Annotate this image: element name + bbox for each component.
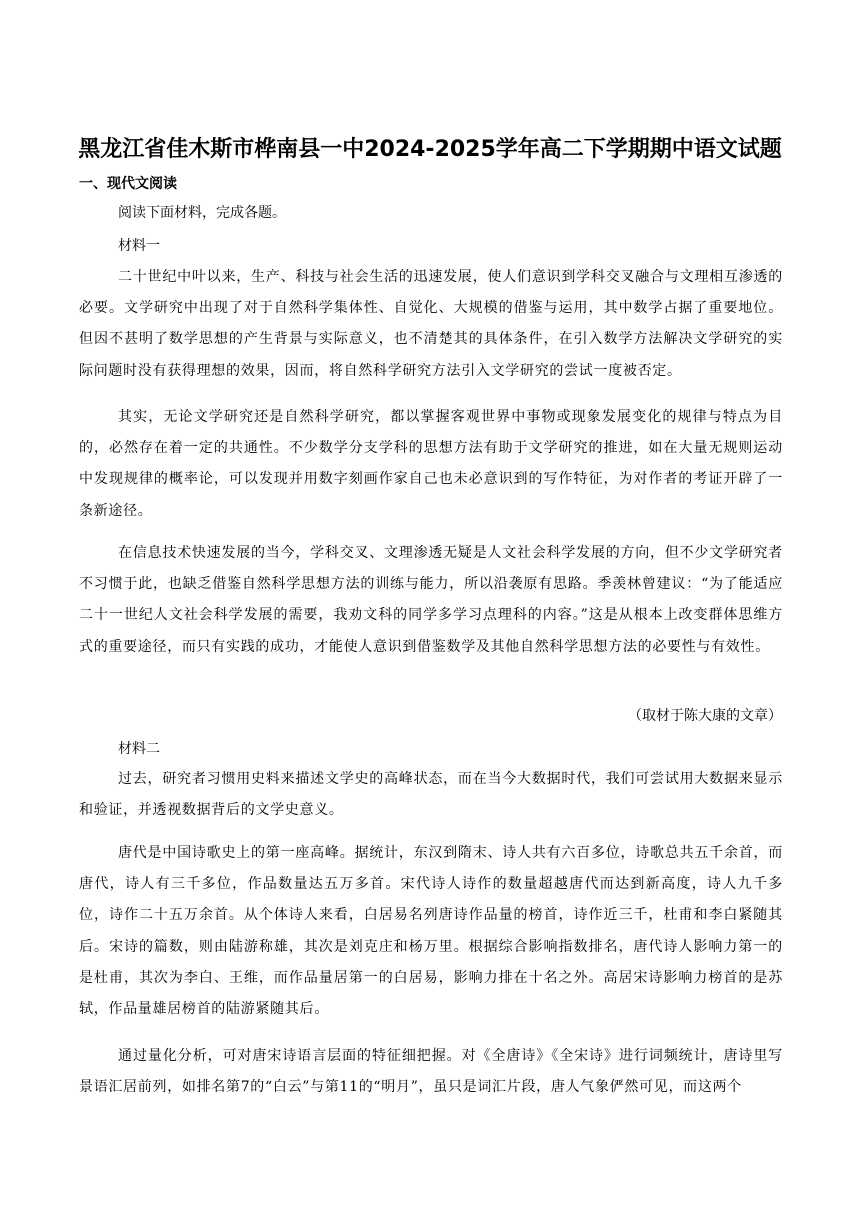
instruction-text: 阅读下面材料，完成各题。: [118, 205, 286, 221]
material1-paragraph: 二十世纪中叶以来，生产、科技与社会生活的迅速发展，使人们意识到学科交叉融合与文理相互渗透的必要。文学研究中出现了对于自然科学集体性、自觉化、大规模的借鉴与运用，其中数学占据了重要地位。但因不甚明了数学思想的产生背景与实际意义，也不清楚其的具体条件，在引入数学方法解决文学研究的实际问题时没有获得理想的效果，因而，将自然科学研究方法引入文学研究的尝试一度被否定。: [79, 269, 783, 379]
material1-paragraph: 在信息技术快速发展的当今，学科交叉、文理渗透无疑是人文社会科学发展的方向，但不少文学研究者不习惯于此，也缺乏借鉴自然科学思想方法的训练与能力，所以沿袭原有思路。季羡林曾建议：“为了能适应二十一世纪人文社会科学发展的需要，我劝文科的同学多学习点理科的内容。”这是从根本上改变群体思维方式的重要途径，而只有实践的成功，才能使人意识到借鉴数学及其他自然科学思想方法的必要性与有效性。: [79, 545, 783, 655]
material1-paragraph: 其实，无论文学研究还是自然科学研究，都以掌握客观世界中事物或现象发展变化的规律与特点为目的，必然存在着一定的共通性。不少数学分支学科的思想方法有助于文学研究的推进，如在大量无规则运动中发现规律的概率论，可以发现并用数字刻画作家自己也未必意识到的写作特征，为对作者的考证开辟了一条新途径。: [79, 409, 783, 519]
material2-paragraph: 通过量化分析，可对唐宋诗语言层面的特征细把握。对《全唐诗》《全宋诗》进行词频统计，唐诗里写景语汇居前列，如排名第7的“白云”与第11的“明月”，虽只是词汇片段，唐人气象俨然可见，而这两个: [79, 1048, 783, 1096]
material2-label: 材料二: [118, 741, 160, 757]
section-heading: 一、现代文阅读: [79, 176, 177, 192]
material2-paragraph: 唐代是中国诗歌史上的第一座高峰。据统计，东汉到隋末、诗人共有六百多位，诗歌总共五千余首，而唐代，诗人有三千多位，作品数量达五万多首。宋代诗人诗作的数量超越唐代而达到新高度，诗人九千多位，诗作二十五万余首。从个体诗人来看，白居易名列唐诗作品量的榜首，诗作近三千，杜甫和李白紧随其后。宋诗的篇数，则由陆游称雄，其次是刘克庄和杨万里。根据综合影响指数排名，唐代诗人影响力第一的是杜甫，其次为李白、王维，而作品量居第一的白居易，影响力排在十名之外。高居宋诗影响力榜首的是苏轼，作品量雄居榜首的陆游紧随其后。: [79, 845, 783, 1018]
document-title: 黑龙江省佳木斯市桦南县一中2024-2025学年高二下学期期中语文试题: [78, 137, 782, 162]
material1-source: （取材于陈大康的文章）: [628, 708, 782, 724]
material1-label: 材料一: [118, 238, 160, 254]
material2-paragraph: 过去，研究者习惯用史料来描述文学史的高峰状态，而在当今大数据时代，我们可尝试用大数据来显示和验证，并透视数据背后的文学史意义。: [79, 771, 783, 819]
